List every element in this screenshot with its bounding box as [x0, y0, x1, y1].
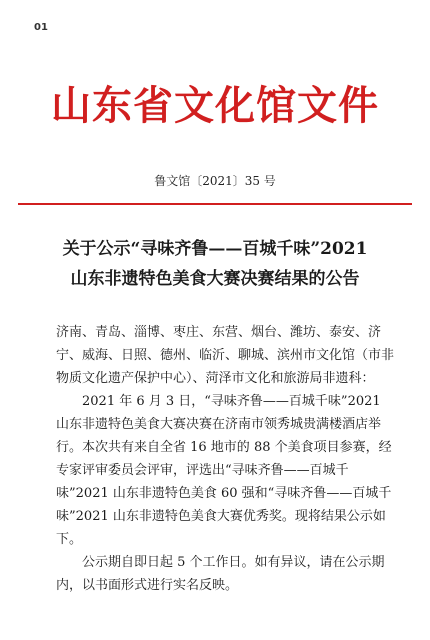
page-number: 01	[34, 22, 48, 33]
document-number: 鲁文馆〔2021〕35 号	[154, 174, 276, 188]
recipients-paragraph: 济南、青岛、淄博、枣庄、东营、烟台、潍坊、泰安、济宁、威海、日照、德州、临沂、聊城、滨州市文化馆（市非物质文化遗产保护中心）、菏泽市文化和旅游局非遗科：	[56, 325, 395, 386]
announcement-title-line2: 山东非遗特色美食大赛决赛结果的公告	[70, 269, 360, 289]
letterhead-title: 山东省文化馆文件	[51, 83, 379, 129]
announcement-title-line1: 关于公示“寻味齐鲁——百城千味”2021	[62, 239, 368, 259]
announcement-body	[56, 321, 394, 597]
announcement-title	[0, 234, 430, 294]
body-paragraph-1: 2021 年 6 月 3 日，“寻味齐鲁——百城千味”2021 山东非遗特色美食大赛决赛在济南市领秀城贵满楼酒店举行。本次共有来自全省 16 地市的 88 个美食项目参赛，经专家评审委员会评审，评选出“寻味齐鲁——百城千味”2021 山东非遗特色美食 60 强和“寻味齐鲁——百城千味”2021 山东非遗特色美食大赛优秀奖。现将结果公示如下。	[56, 394, 392, 547]
red-divider-line	[18, 203, 412, 205]
body-paragraph-2: 公示期自即日起 5 个工作日。如有异议，请在公示期内，以书面形式进行实名反映。	[56, 555, 385, 593]
